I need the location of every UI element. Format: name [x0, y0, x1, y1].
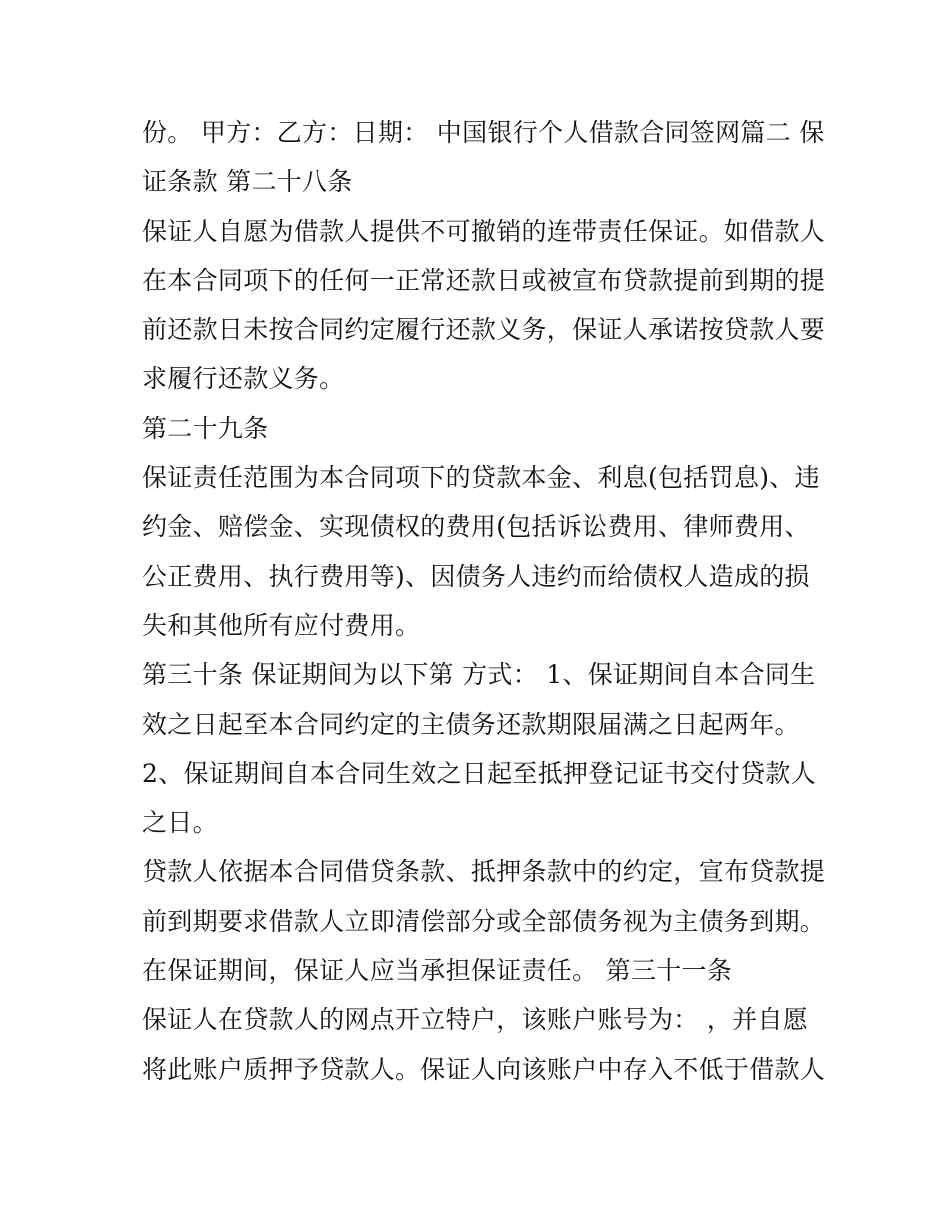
text-line: 保证人在贷款人的网点开立特户，该账户账号为： ，并自愿: [142, 1005, 809, 1035]
text-line: 2、保证期间自本合同生效之日起至抵押登记证书交付贷款人: [142, 758, 817, 788]
text-line: 求履行还款义务。: [142, 364, 345, 394]
text-line: 之日。: [142, 808, 218, 838]
section-heading: 第二十九条: [142, 413, 269, 443]
text-line: 保证人自愿为借款人提供不可撤销的连带责任保证。如借款人: [142, 216, 826, 246]
text-line: 将此账户质押予贷款人。保证人向该账户中存入不低于借款人: [142, 1054, 826, 1084]
document-body: [142, 108, 826, 1094]
text-line: 份。 甲方：乙方：日期： 中国银行个人借款合同签网篇二 保: [142, 118, 825, 147]
text-line: 在保证期间，保证人应当承担保证责任。 第三十一条: [142, 956, 733, 986]
text-line: 贷款人依据本合同借贷条款、抵押条款中的约定，宣布贷款提: [142, 857, 826, 887]
text-line: 失和其他所有应付费用。: [142, 610, 421, 640]
text-line: 效之日起至本合同约定的主债务还款期限届满之日起两年。: [142, 709, 800, 739]
text-line: 公正费用、执行费用等)、因债务人违约而给债权人造成的损: [142, 561, 810, 591]
text-line: 第三十条 保证期间为以下第 方式： 1、保证期间自本合同生: [142, 660, 816, 690]
text-line: 保证责任范围为本合同项下的贷款本金、利息(包括罚息)、违: [142, 463, 820, 493]
text-line: 前还款日未按合同约定履行还款义务，保证人承诺按贷款人要: [142, 315, 826, 345]
text-line: 前到期要求借款人立即清偿部分或全部债务视为主债务到期。: [142, 906, 826, 936]
text-line: 证条款 第二十八条: [142, 167, 353, 197]
text-line: 在本合同项下的任何一正常还款日或被宣布贷款提前到期的提: [142, 265, 826, 295]
text-line: 约金、赔偿金、实现债权的费用(包括诉讼费用、律师费用、: [142, 512, 810, 542]
